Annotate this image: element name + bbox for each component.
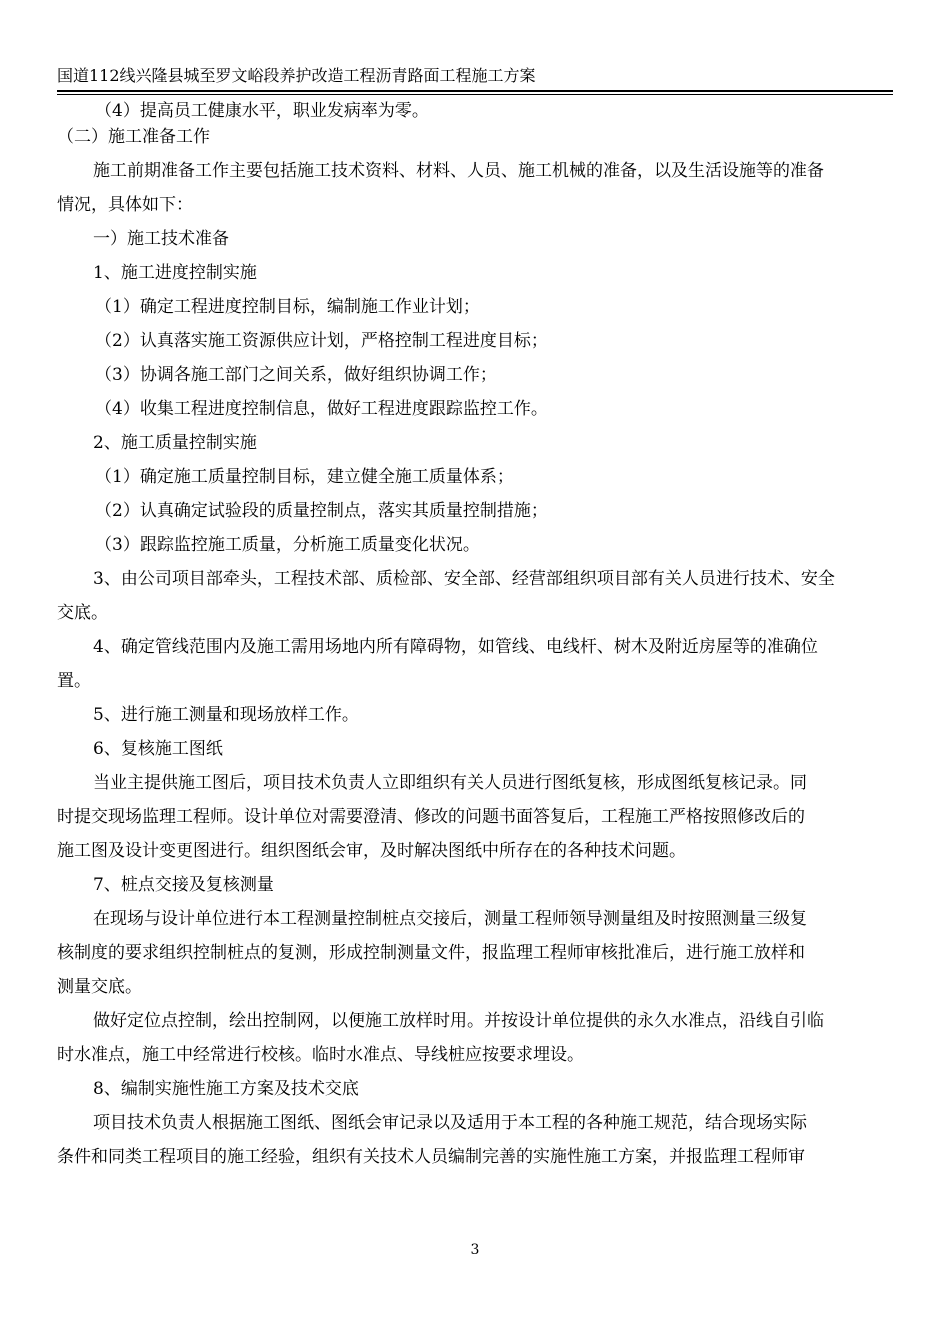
paragraph-line: 当业主提供施工图后，项目技术负责人立即组织有关人员进行图纸复核，形成图纸复核记录。同 xyxy=(93,773,807,793)
paragraph-block xyxy=(57,154,893,222)
page-number: 3 xyxy=(470,1242,480,1258)
header-rule-thick xyxy=(57,90,893,92)
subsection-heading: 一）施工技术准备 xyxy=(93,229,229,249)
paragraph-line: 项目技术负责人根据施工图纸、图纸会审记录以及适用于本工程的各种施工规范，结合现场实际 xyxy=(93,1113,807,1133)
item-heading: 7、桩点交接及复核测量 xyxy=(93,875,274,895)
paragraph-block xyxy=(57,902,893,1004)
document-body xyxy=(57,98,893,1174)
paragraph-line: 核制度的要求组织控制桩点的复测，形成控制测量文件，报监理工程师审核批准后，进行施工放样和 xyxy=(57,943,805,963)
list-item: （3）协调各施工部门之间关系，做好组织协调工作； xyxy=(95,365,497,385)
list-item: （3）跟踪监控施工质量，分析施工质量变化状况。 xyxy=(95,535,480,555)
item-heading: 8、编制实施性施工方案及技术交底 xyxy=(93,1079,359,1099)
paragraph-block xyxy=(57,766,893,868)
paragraph: （4）提高员工健康水平，职业发病率为零。 xyxy=(95,101,429,121)
section-heading: （二）施工准备工作 xyxy=(57,127,210,147)
item-heading: 5、进行施工测量和现场放样工作。 xyxy=(93,705,359,725)
paragraph-line: 4、确定管线范围内及施工需用场地内所有障碍物，如管线、电线杆、树木及附近房屋等的准确位 xyxy=(93,637,818,657)
item-heading: 1、施工进度控制实施 xyxy=(93,263,257,283)
paragraph-line: 在现场与设计单位进行本工程测量控制桩点交接后，测量工程师领导测量组及时按照测量三级复 xyxy=(93,909,807,929)
paragraph-line: 施工前期准备工作主要包括施工技术资料、材料、人员、施工机械的准备，以及生活设施等的准备 xyxy=(93,161,824,181)
paragraph-block xyxy=(57,1004,893,1072)
list-item: （1）确定工程进度控制目标，编制施工作业计划； xyxy=(95,297,480,317)
item-heading: 6、复核施工图纸 xyxy=(93,739,223,759)
paragraph-line: 条件和同类工程项目的施工经验，组织有关技术人员编制完善的实施性施工方案，并报监理工程师审 xyxy=(57,1147,805,1167)
list-item: （1）确定施工质量控制目标，建立健全施工质量体系； xyxy=(95,467,514,487)
paragraph-line: 情况，具体如下： xyxy=(57,195,193,215)
paragraph-line: 时水准点，施工中经常进行校核。临时水准点、导线桩应按要求埋设。 xyxy=(57,1045,584,1065)
paragraph-block xyxy=(57,1106,893,1174)
item-heading: 2、施工质量控制实施 xyxy=(93,433,257,453)
paragraph-block xyxy=(57,630,893,698)
list-item: （2）认真落实施工资源供应计划，严格控制工程进度目标； xyxy=(95,331,548,351)
paragraph-line: 交底。 xyxy=(57,603,108,623)
paragraph-line: 时提交现场监理工程师。设计单位对需要澄清、修改的问题书面答复后，工程施工严格按照修改后的 xyxy=(57,807,805,827)
paragraph-line: 测量交底。 xyxy=(57,977,142,997)
paragraph-line: 置。 xyxy=(57,671,91,691)
header-rule-thin xyxy=(57,94,893,95)
list-item: （2）认真确定试验段的质量控制点，落实其质量控制措施； xyxy=(95,501,548,521)
paragraph-line: 施工图及设计变更图进行。组织图纸会审，及时解决图纸中所存在的各种技术问题。 xyxy=(57,841,686,861)
paragraph-line: 做好定位点控制，绘出控制网，以便施工放样时用。并按设计单位提供的永久水准点，沿线自引临 xyxy=(93,1011,824,1031)
paragraph-block xyxy=(57,562,893,630)
list-item: （4）收集工程进度控制信息，做好工程进度跟踪监控工作。 xyxy=(95,399,548,419)
running-header: 国道112线兴隆县城至罗文峪段养护改造工程沥青路面工程施工方案 xyxy=(57,66,536,85)
paragraph-line: 3、由公司项目部牵头，工程技术部、质检部、安全部、经营部组织项目部有关人员进行技术、安全 xyxy=(93,569,835,589)
